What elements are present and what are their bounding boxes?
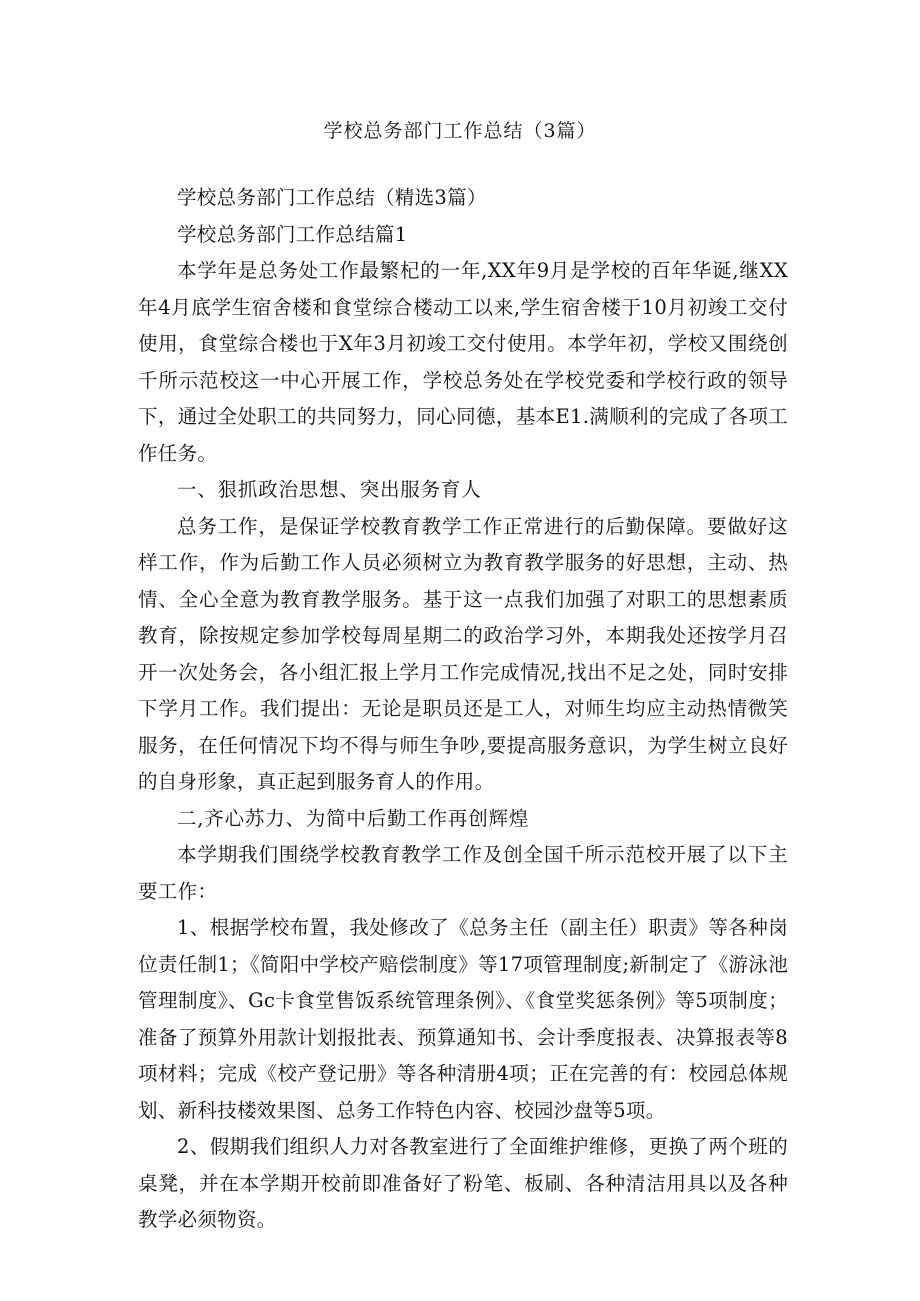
section-title: 学校总务部门工作总结篇1 [177, 222, 408, 246]
list-item-paragraph: 2、假期我们组织人力对各教室进行了全面维护维修，更换了两个班的桌凳，并在本学期开校前即准备好了粉笔、板刷、各种清洁用具以及各种教学必须物资。 [138, 1135, 788, 1231]
document-body [138, 180, 788, 1239]
section-heading: 一、狠抓政治思想、突出服务育人 [177, 478, 482, 501]
body-paragraph: 本学年是总务处工作最繁杞的一年,XX年9月是学校的百年华诞,继XX年4月底学生宿舍楼和食堂综合楼动工以来,学生宿舍楼于10月初竣工交付使用，食堂综合楼也于X年3月初竣工交付使用。本学年初，学校又围绕创千所示范校这一中心开展工作，学校总务处在学校党委和学校行政的领导下，通过全处职工的共同努力，同心同德，基本E1.满顺利的完成了各项工作任务。 [138, 259, 788, 465]
section-heading: 二,齐心苏力、为简中后勤工作再创辉煌 [177, 806, 530, 830]
document-subtitle: 学校总务部门工作总结（精选3篇） [177, 186, 487, 209]
body-paragraph: 总务工作，是保证学校教育教学工作正常进行的后勤保障。要做好这样工作，作为后勤工作人员必须树立为教育教学服务的好思想，主动、热情、全心全意为教育教学服务。基于这一点我们加强了对职工的思想素质教育，除按规定参加学校每周星期二的政治学习外，本期我处还按学月召开一次处务会，各小组汇报上学月工作完成情况,找出不足之处，同时安排下学月工作。我们提出：无论是职员还是工人，对师生均应主动热情微笑服务，在任何情况下均不得与师生争吵,要提高服务意识，为学生树立良好的自身形象，真正起到服务育人的作用。 [138, 514, 788, 793]
document-title: 学校总务部门工作总结（3篇） [323, 120, 597, 142]
list-item-paragraph: 1、根据学校布置，我处修改了《总务主任（副主任）职责》等各种岗位责任制1；《简阳中学校产赔偿制度》等17项管理制度;新制定了《游泳池管理制度》、Gc卡食堂售饭系统管理条例》、《食堂奖惩条例》等5项制度；准备了预算外用款计划报批表、预算通知书、会计季度报表、决算报表等8项材料；完成《校产登记册》等各种清册4项；正在完善的有：校园总体规划、新科技楼效果图、总务工作特色内容、校园沙盘等5项。 [138, 916, 788, 1122]
body-paragraph: 本学期我们围绕学校教育教学工作及创全国千所示范校开展了以下主要工作： [138, 843, 788, 903]
